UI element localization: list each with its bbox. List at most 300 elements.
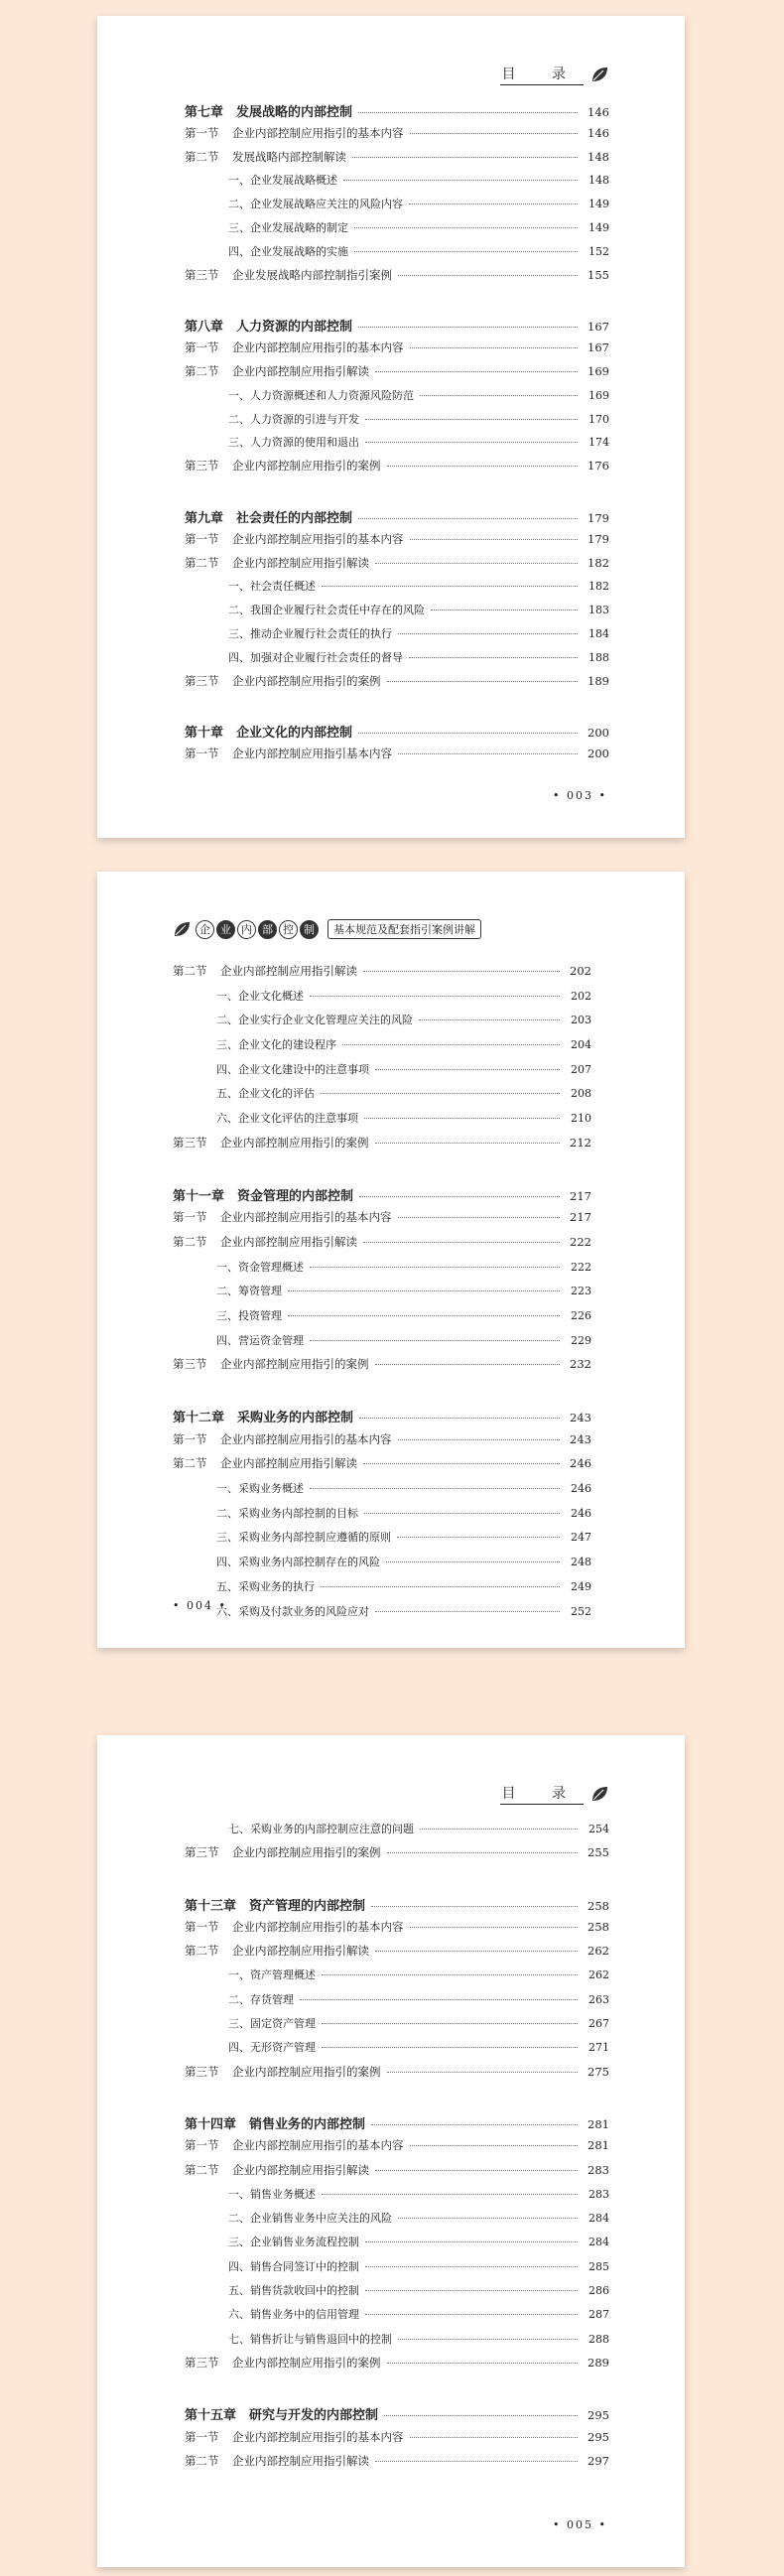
dot-leader — [365, 2313, 578, 2315]
toc-title: 三、企业销售业务流程控制 — [228, 2236, 359, 2249]
toc-title: 企业内部控制应用指引解读 — [220, 964, 357, 978]
toc-chapter-row[interactable] — [173, 1407, 591, 1431]
toc-section-row[interactable] — [173, 1356, 591, 1381]
dot-leader — [387, 2071, 579, 2073]
toc-page-number: 202 — [571, 989, 591, 1003]
section-number: 第一节 — [185, 340, 219, 355]
toc-gap — [185, 2088, 609, 2113]
toc-page-number: 248 — [571, 1556, 591, 1569]
dot-leader — [365, 2265, 578, 2267]
toc-title: 企业内部控制应用指引的基本内容 — [232, 340, 404, 355]
dot-leader — [365, 441, 578, 443]
toc-item-row[interactable] — [173, 1332, 591, 1357]
dot-leader — [375, 2169, 578, 2171]
toc-page-number: 297 — [588, 2453, 609, 2468]
book-subtitle: 基本规范及配套指引案例讲解 — [327, 919, 481, 939]
dot-leader — [375, 1068, 560, 1070]
section-number: 第一节 — [173, 1210, 207, 1225]
leaf-icon — [589, 65, 609, 84]
toc-title: 企业内部控制应用指引的案例 — [232, 2355, 381, 2370]
toc-title: 企业内部控制应用指引的案例 — [232, 1845, 381, 1860]
toc-title: 第十五章 研究与开发的内部控制 — [185, 2408, 379, 2424]
toc-title: 企业内部控制应用指引解读 — [220, 1456, 357, 1471]
dot-leader — [300, 1998, 578, 2000]
toc-item-row[interactable] — [185, 387, 609, 411]
dot-leader — [288, 1314, 560, 1316]
toc-item-row[interactable] — [173, 1529, 591, 1554]
toc-page-number: 207 — [571, 1062, 591, 1076]
toc-section-row[interactable] — [185, 673, 609, 697]
toc-section-row[interactable] — [185, 2137, 609, 2161]
toc-page-number: 262 — [588, 1968, 609, 1982]
toc-page-number: 183 — [588, 604, 609, 617]
toc-page-number: 226 — [571, 1308, 591, 1322]
section-number: 第三节 — [185, 459, 219, 474]
toc-title: 二、我国企业履行社会责任中存在的风险 — [228, 604, 425, 617]
dot-leader — [358, 326, 578, 328]
toc-title: 第九章 社会责任的内部控制 — [185, 510, 353, 526]
page-header — [500, 1783, 609, 1805]
toc-section-row[interactable] — [185, 2453, 609, 2477]
section-number: 第三节 — [185, 267, 219, 282]
toc-title: 第十一章 资金管理的内部控制 — [173, 1188, 354, 1204]
toc-section-row[interactable] — [185, 339, 609, 363]
toc-page-number: 149 — [588, 198, 609, 211]
dot-leader — [371, 2123, 578, 2125]
dot-leader — [410, 1926, 579, 1928]
toc-page-number: 232 — [570, 1357, 591, 1372]
toc-item-row[interactable] — [185, 2331, 609, 2355]
section-number: 第一节 — [185, 2138, 219, 2153]
title-char: 控 — [279, 920, 298, 939]
section-number: 第三节 — [173, 1135, 207, 1150]
toc-item-row[interactable] — [173, 1085, 591, 1110]
toc-item-row[interactable] — [185, 578, 609, 602]
toc-page-number: 217 — [570, 1188, 591, 1203]
toc-section-row[interactable] — [185, 531, 609, 555]
toc-page-number: 295 — [588, 2429, 609, 2444]
section-number: 第二节 — [185, 1944, 219, 1959]
toc-section-row[interactable] — [173, 1455, 591, 1480]
toc-page-number: 271 — [588, 2041, 609, 2055]
dot-leader — [310, 1487, 560, 1489]
toc-title: 四、企业发展战略的实施 — [228, 244, 348, 258]
header-label: 目 录 — [500, 1783, 584, 1805]
toc-page-number: 174 — [588, 436, 609, 450]
toc-item-row[interactable] — [185, 625, 609, 649]
dot-leader — [342, 1043, 560, 1045]
dot-leader — [375, 1950, 578, 1952]
toc-title: 五、企业文化的评估 — [216, 1087, 315, 1101]
toc-chapter-row[interactable] — [185, 2113, 609, 2137]
toc-title: 四、企业文化建设中的注意事项 — [216, 1062, 369, 1076]
dot-leader — [409, 656, 578, 658]
toc-item-row[interactable] — [173, 988, 591, 1013]
toc-item-row[interactable] — [173, 1259, 591, 1284]
toc-page-number: 247 — [571, 1531, 591, 1545]
toc-page-number: 208 — [571, 1087, 591, 1101]
toc-item-row[interactable] — [185, 2282, 609, 2306]
toc-title: 企业内部控制应用指引的基本内容 — [232, 125, 404, 140]
section-number: 第一节 — [185, 531, 219, 546]
toc-page-number: 189 — [588, 673, 609, 688]
toc-section-row[interactable] — [185, 1943, 609, 1966]
toc-chapter-row[interactable] — [185, 1895, 609, 1919]
toc-item-row[interactable] — [173, 1554, 591, 1578]
dot-leader — [310, 1339, 560, 1341]
toc-page-number: 170 — [588, 412, 609, 426]
toc-page-number: 179 — [588, 531, 609, 546]
toc-item-row[interactable] — [185, 411, 609, 435]
toc-item-row[interactable] — [185, 172, 609, 196]
toc-title: 企业内部控制应用指引的基本内容 — [220, 1210, 392, 1225]
toc-page-number: 284 — [588, 2236, 609, 2249]
dot-leader — [409, 203, 578, 204]
toc-title: 三、企业文化的建设程序 — [216, 1038, 336, 1052]
dot-leader — [365, 2240, 578, 2242]
title-char: 部 — [258, 920, 277, 939]
toc-page-number: 275 — [588, 2064, 609, 2079]
toc-title: 企业内部控制应用指引的案例 — [232, 459, 381, 474]
toc-title: 二、企业发展战略应关注的风险内容 — [228, 198, 403, 211]
section-number: 第一节 — [185, 125, 219, 140]
section-number: 第一节 — [185, 746, 219, 761]
dot-leader — [352, 156, 578, 158]
leaf-icon — [173, 919, 193, 939]
toc-page-number: 200 — [588, 746, 609, 761]
toc-chapter-row[interactable] — [185, 2404, 609, 2428]
dot-leader — [288, 1289, 560, 1291]
toc-page-number: 222 — [571, 1260, 591, 1274]
toc-title: 一、资产管理概述 — [228, 1968, 316, 1982]
toc-section-row[interactable] — [185, 1919, 609, 1943]
page-number: • 004 • — [173, 1599, 227, 1612]
table-of-contents — [173, 963, 591, 1627]
toc-title: 六、企业文化评估的注意事项 — [216, 1112, 358, 1126]
toc-item-row[interactable] — [173, 1061, 591, 1086]
toc-title: 企业内部控制应用指引的案例 — [220, 1135, 369, 1150]
toc-item-row[interactable] — [185, 434, 609, 458]
toc-title: 企业内部控制应用指引的基本内容 — [232, 1919, 404, 1934]
toc-page-number: 182 — [588, 580, 609, 594]
dot-leader — [375, 1363, 561, 1365]
toc-page-number: 169 — [588, 363, 609, 378]
toc-title: 二、采购业务内部控制的目标 — [216, 1506, 358, 1520]
dot-leader — [410, 2144, 579, 2146]
dot-leader — [321, 1092, 560, 1094]
toc-gap — [185, 696, 609, 722]
toc-title: 企业内部控制应用指引的基本内容 — [232, 2138, 404, 2153]
toc-section-row[interactable] — [185, 458, 609, 481]
dot-leader — [371, 1905, 578, 1907]
toc-title: 第十三章 资产管理的内部控制 — [185, 1898, 366, 1914]
toc-title: 七、采购业务的内部控制应注意的问题 — [228, 1823, 414, 1835]
toc-item-row[interactable] — [185, 243, 609, 267]
dot-leader — [384, 2414, 578, 2416]
section-number: 第二节 — [173, 1456, 207, 1471]
toc-gap — [185, 2378, 609, 2404]
toc-item-row[interactable] — [185, 1966, 609, 1990]
toc-item-row[interactable] — [185, 219, 609, 243]
dot-leader — [364, 1512, 560, 1514]
toc-page-number: 254 — [588, 1823, 609, 1835]
book-title-chars — [196, 920, 321, 939]
section-number: 第三节 — [185, 2064, 219, 2079]
title-char: 内 — [237, 920, 256, 939]
dot-leader — [343, 179, 578, 181]
page-number: • 003 • — [553, 789, 607, 802]
toc-section-row[interactable] — [173, 1135, 591, 1159]
toc-page-number: 182 — [588, 555, 609, 570]
toc-item-row[interactable] — [173, 1283, 591, 1307]
dot-leader — [364, 1117, 560, 1119]
dot-leader — [387, 1851, 579, 1853]
leaf-icon — [589, 1784, 609, 1804]
toc-page-number: 155 — [588, 267, 609, 282]
toc-section-row[interactable] — [185, 2355, 609, 2378]
dot-leader — [358, 111, 578, 113]
dot-leader — [431, 609, 578, 610]
toc-page-number: 255 — [588, 1845, 609, 1860]
toc-title: 四、加强对企业履行社会责任的督导 — [228, 650, 403, 664]
toc-title: 三、采购业务内部控制应遵循的原则 — [216, 1531, 391, 1545]
toc-title: 第七章 发展战略的内部控制 — [185, 105, 353, 120]
dot-leader — [363, 970, 560, 972]
toc-title: 一、销售业务概述 — [228, 2187, 316, 2201]
dot-leader — [310, 1266, 560, 1268]
toc-page-number: 222 — [570, 1234, 591, 1249]
toc-chapter-row[interactable] — [173, 1185, 591, 1210]
toc-title: 二、企业实行企业文化管理应关注的风险 — [216, 1014, 413, 1027]
toc-item-row[interactable] — [173, 1578, 591, 1603]
dot-leader — [365, 418, 578, 420]
toc-item-row[interactable] — [185, 2186, 609, 2210]
toc-section-row[interactable] — [185, 746, 609, 769]
toc-title: 三、固定资产管理 — [228, 2017, 316, 2031]
dot-leader — [398, 1438, 561, 1440]
dot-leader — [387, 465, 579, 467]
toc-page-number: 288 — [588, 2332, 609, 2346]
toc-item-row[interactable] — [185, 1821, 609, 1844]
dot-leader — [398, 2338, 578, 2340]
toc-title: 企业内部控制应用指引的案例 — [232, 673, 381, 688]
toc-title: 企业内部控制应用指引的基本内容 — [232, 531, 404, 546]
toc-title: 五、采购业务的执行 — [216, 1579, 315, 1593]
toc-section-row[interactable] — [185, 1844, 609, 1868]
toc-item-row[interactable] — [185, 2210, 609, 2234]
toc-chapter-row[interactable] — [185, 507, 609, 531]
toc-section-row[interactable] — [185, 2162, 609, 2186]
dot-leader — [359, 1417, 560, 1419]
toc-item-row[interactable] — [173, 1110, 591, 1135]
book-page-004 — [97, 872, 685, 1648]
dot-leader — [375, 2460, 578, 2462]
toc-title: 三、推动企业履行社会责任的执行 — [228, 626, 392, 640]
toc-section-row[interactable] — [185, 267, 609, 291]
dot-leader — [387, 680, 579, 682]
dot-leader — [322, 1973, 578, 1975]
section-number: 第二节 — [185, 555, 219, 570]
dot-leader — [363, 1462, 560, 1464]
toc-page-number: 212 — [570, 1135, 591, 1150]
toc-page-number: 146 — [588, 125, 609, 140]
toc-page-number: 246 — [571, 1506, 591, 1520]
dot-leader — [397, 1536, 560, 1538]
toc-section-row[interactable] — [173, 1431, 591, 1456]
toc-title: 企业内部控制应用指引解读 — [232, 1944, 369, 1959]
toc-page-number: 217 — [570, 1210, 591, 1225]
toc-page-number: 169 — [588, 388, 609, 402]
toc-page-number: 148 — [588, 149, 609, 164]
dot-leader — [322, 2193, 578, 2195]
dot-leader — [354, 226, 578, 228]
page-header — [173, 919, 481, 939]
toc-title: 四、采购业务内部控制存在的风险 — [216, 1556, 380, 1569]
toc-title: 企业内部控制应用指引解读 — [232, 2453, 369, 2468]
toc-item-row[interactable] — [173, 1603, 591, 1628]
toc-item-row[interactable] — [173, 1505, 591, 1530]
toc-title: 企业内部控制应用指引解读 — [232, 555, 369, 570]
toc-page-number: 287 — [588, 2308, 609, 2322]
toc-page-number: 167 — [588, 320, 609, 335]
toc-section-row[interactable] — [173, 1209, 591, 1234]
dot-leader — [398, 752, 578, 754]
toc-page-number: 283 — [588, 2162, 609, 2177]
section-number: 第一节 — [185, 1919, 219, 1934]
toc-page-number: 262 — [588, 1944, 609, 1959]
toc-page-number: 229 — [571, 1333, 591, 1347]
book-page-005 — [97, 1735, 685, 2567]
toc-item-row[interactable] — [185, 2258, 609, 2282]
toc-item-row[interactable] — [173, 1036, 591, 1061]
toc-page-number: 258 — [588, 1919, 609, 1934]
toc-item-row[interactable] — [185, 2015, 609, 2039]
toc-page-number: 148 — [588, 174, 609, 188]
toc-page-number: 289 — [588, 2355, 609, 2370]
toc-section-row[interactable] — [185, 555, 609, 579]
toc-gap — [185, 1869, 609, 1895]
toc-section-row[interactable] — [185, 2064, 609, 2088]
title-char: 业 — [216, 920, 235, 939]
title-char: 制 — [300, 920, 319, 939]
toc-title: 三、投资管理 — [216, 1308, 282, 1322]
dot-leader — [358, 517, 578, 519]
toc-title: 一、企业发展战略概述 — [228, 174, 337, 188]
toc-title: 第十二章 采购业务的内部控制 — [173, 1411, 354, 1425]
toc-title: 企业内部控制应用指引基本内容 — [232, 746, 392, 761]
toc-page-number: 203 — [571, 1014, 591, 1027]
section-number: 第二节 — [185, 363, 219, 378]
table-of-contents — [185, 101, 609, 769]
toc-page-number: 179 — [588, 510, 609, 525]
toc-title: 第十四章 销售业务的内部控制 — [185, 2116, 366, 2132]
dot-leader — [386, 1560, 560, 1562]
dot-leader — [375, 370, 578, 372]
toc-page-number: 246 — [571, 1482, 591, 1496]
dot-leader — [419, 1018, 560, 1020]
toc-gap — [185, 481, 609, 507]
toc-page-number: 246 — [570, 1456, 591, 1471]
toc-title: 企业发展战略内部控制指引案例 — [232, 267, 392, 282]
section-number: 第三节 — [185, 2355, 219, 2370]
toc-section-row[interactable] — [185, 363, 609, 387]
toc-item-row[interactable] — [185, 2306, 609, 2330]
section-number: 第三节 — [185, 1845, 219, 1860]
toc-title: 企业内部控制应用指引解读 — [220, 1234, 357, 1249]
toc-page-number: 285 — [588, 2259, 609, 2273]
toc-item-row[interactable] — [185, 196, 609, 219]
toc-item-row[interactable] — [185, 2039, 609, 2063]
dot-leader — [398, 274, 578, 276]
toc-title: 二、人力资源的引进与开发 — [228, 412, 359, 426]
toc-section-row[interactable] — [185, 125, 609, 149]
header-label: 目 录 — [500, 64, 584, 85]
toc-title: 四、销售合同签订中的控制 — [228, 2259, 359, 2273]
toc-section-row[interactable] — [185, 149, 609, 173]
toc-item-row[interactable] — [173, 1012, 591, 1036]
dot-leader — [398, 2217, 578, 2219]
dot-leader — [375, 1610, 560, 1612]
toc-chapter-row[interactable] — [185, 722, 609, 746]
toc-page-number: 281 — [588, 2116, 609, 2131]
dot-leader — [354, 250, 578, 252]
dot-leader — [375, 1142, 561, 1144]
toc-title: 企业内部控制应用指引的基本内容 — [220, 1431, 392, 1446]
toc-item-row[interactable] — [185, 2234, 609, 2257]
toc-title: 三、人力资源的使用和退出 — [228, 436, 359, 450]
toc-section-row[interactable] — [173, 1234, 591, 1259]
toc-page-number: 204 — [571, 1038, 591, 1052]
section-number: 第一节 — [173, 1431, 207, 1446]
section-number: 第二节 — [185, 149, 219, 164]
toc-title: 二、企业销售业务中应关注的风险 — [228, 2212, 392, 2226]
toc-item-row[interactable] — [185, 649, 609, 673]
toc-page-number: 146 — [588, 105, 609, 119]
toc-title: 五、销售货款收回中的控制 — [228, 2284, 359, 2298]
toc-title: 发展战略内部控制解读 — [232, 149, 346, 164]
section-number: 第三节 — [185, 673, 219, 688]
dot-leader — [410, 346, 579, 348]
toc-item-row[interactable] — [185, 1991, 609, 2015]
toc-chapter-row[interactable] — [185, 316, 609, 339]
toc-section-row[interactable] — [185, 2429, 609, 2453]
toc-item-row[interactable] — [185, 602, 609, 625]
toc-title: 二、存货管理 — [228, 1992, 294, 2006]
dot-leader — [410, 538, 579, 540]
toc-title: 一、资金管理概述 — [216, 1260, 304, 1274]
toc-title: 企业内部控制应用指引的基本内容 — [232, 2429, 404, 2444]
dot-leader — [410, 132, 579, 134]
toc-title: 企业内部控制应用指引的案例 — [232, 2064, 381, 2079]
toc-chapter-row[interactable] — [185, 101, 609, 125]
toc-item-row[interactable] — [173, 1307, 591, 1332]
toc-page-number: 167 — [588, 340, 609, 355]
toc-section-row[interactable] — [173, 963, 591, 988]
toc-title: 一、企业文化概述 — [216, 989, 304, 1003]
toc-title: 七、销售折让与销售退回中的控制 — [228, 2332, 392, 2346]
toc-title: 三、企业发展战略的制定 — [228, 220, 348, 234]
dot-leader — [358, 732, 578, 734]
toc-title: 企业内部控制应用指引解读 — [232, 2162, 369, 2177]
dot-leader — [420, 394, 578, 396]
toc-item-row[interactable] — [173, 1480, 591, 1505]
section-number: 第一节 — [185, 2429, 219, 2444]
dot-leader — [387, 2362, 579, 2364]
toc-title: 企业内部控制应用指引的案例 — [220, 1357, 369, 1372]
dot-leader — [375, 562, 578, 564]
toc-gap — [185, 290, 609, 316]
toc-page-number: 210 — [571, 1112, 591, 1126]
